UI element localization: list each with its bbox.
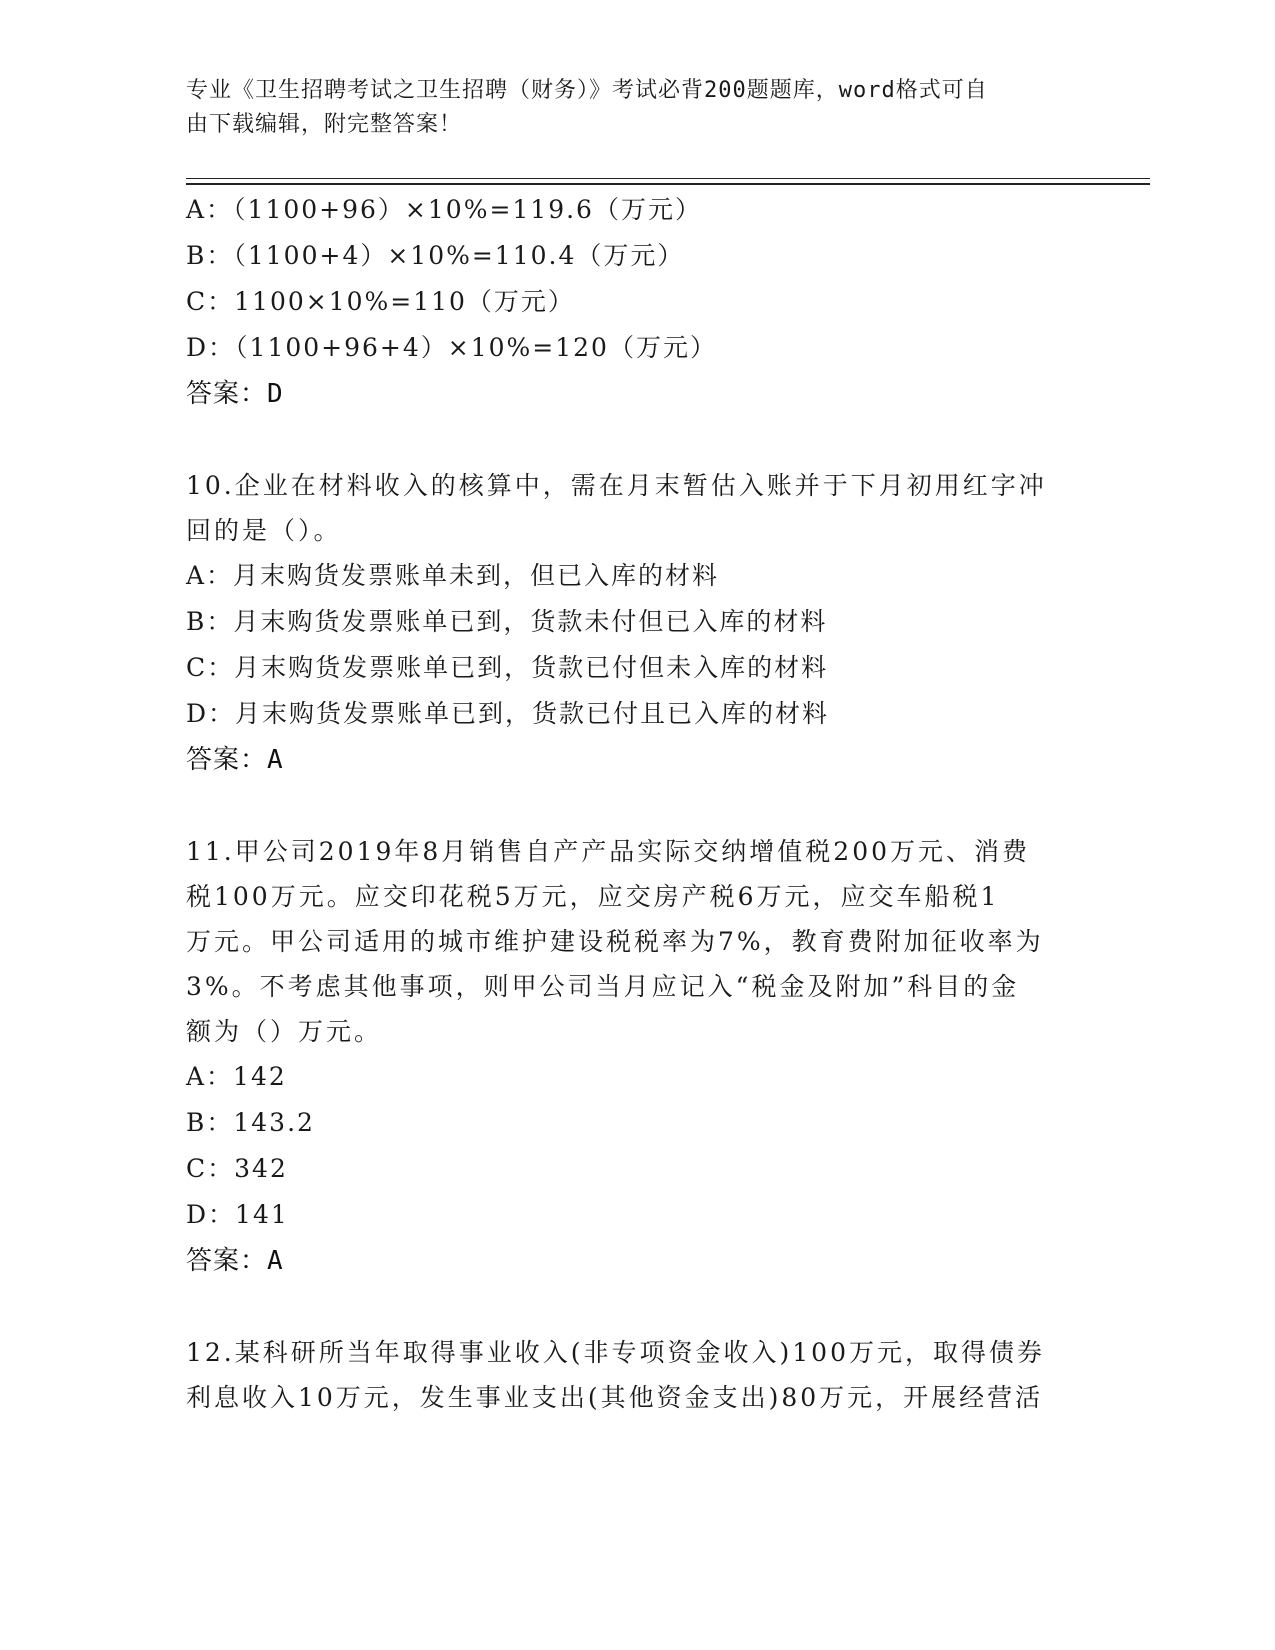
question-text-line: 利息收入10万元，发生事业支出(其他资金支出)80万元，开展经营活	[186, 1383, 1044, 1412]
option-a: A：（1100+96）×10%=119.6（万元）	[186, 195, 702, 224]
option-d: D：141	[186, 1200, 289, 1229]
question-11	[186, 829, 1086, 1284]
question-text-line: 万元。甲公司适用的城市维护建设税税率为7%，教育费附加征收率为	[186, 927, 1044, 956]
answer-line: 答案：D	[186, 379, 284, 409]
question-text-line: 3%。不考虑其他事项，则甲公司当月应记入“税金及附加”科目的金	[186, 972, 1020, 1001]
option-d: D：（1100+96+4）×10%=120（万元）	[186, 333, 717, 362]
question-text-line: 12.某科研所当年取得事业收入(非专项资金收入)100万元，取得债券	[186, 1338, 1045, 1367]
header-line-1: 专业《卫生招聘考试之卫生招聘（财务）》考试必背200题题库，word格式可自	[186, 78, 988, 103]
header-divider-thin	[186, 178, 1150, 179]
header-divider-thick	[186, 183, 1150, 185]
option-b: B：月末购货发票账单已到，货款未付但已入库的材料	[186, 607, 828, 636]
option-a: A：月末购货发票账单未到，但已入库的材料	[186, 561, 720, 590]
question-10	[186, 463, 1086, 783]
question-12	[186, 1330, 1086, 1420]
option-c: C：月末购货发票账单已到，货款已付但未入库的材料	[186, 653, 829, 682]
question-9	[186, 187, 1086, 417]
question-text-line: 10.企业在材料收入的核算中，需在月末暂估入账并于下月初用红字冲	[186, 471, 1047, 500]
question-text-line: 税100万元。应交印花税5万元，应交房产税6万元，应交车船税1	[186, 882, 1000, 911]
option-b: B：（1100+4）×10%=110.4（万元）	[186, 241, 685, 270]
answer-line: 答案：A	[186, 745, 284, 775]
option-c: C：1100×10%=110（万元）	[186, 287, 575, 316]
question-text-line: 11.甲公司2019年8月销售自产产品实际交纳增值税200万元、消费	[186, 837, 1031, 866]
option-b: B：143.2	[186, 1108, 315, 1137]
question-text-line: 回的是（）。	[186, 516, 342, 545]
page-header	[186, 74, 1066, 142]
answer-line: 答案：A	[186, 1246, 284, 1276]
question-text-line: 额为（）万元。	[186, 1017, 383, 1046]
question-list	[186, 187, 1086, 1420]
header-line-2: 由下载编辑，附完整答案！	[186, 112, 463, 137]
option-c: C：342	[186, 1154, 288, 1183]
option-d: D：月末购货发票账单已到，货款已付且已入库的材料	[186, 699, 830, 728]
option-a: A：142	[186, 1062, 287, 1091]
